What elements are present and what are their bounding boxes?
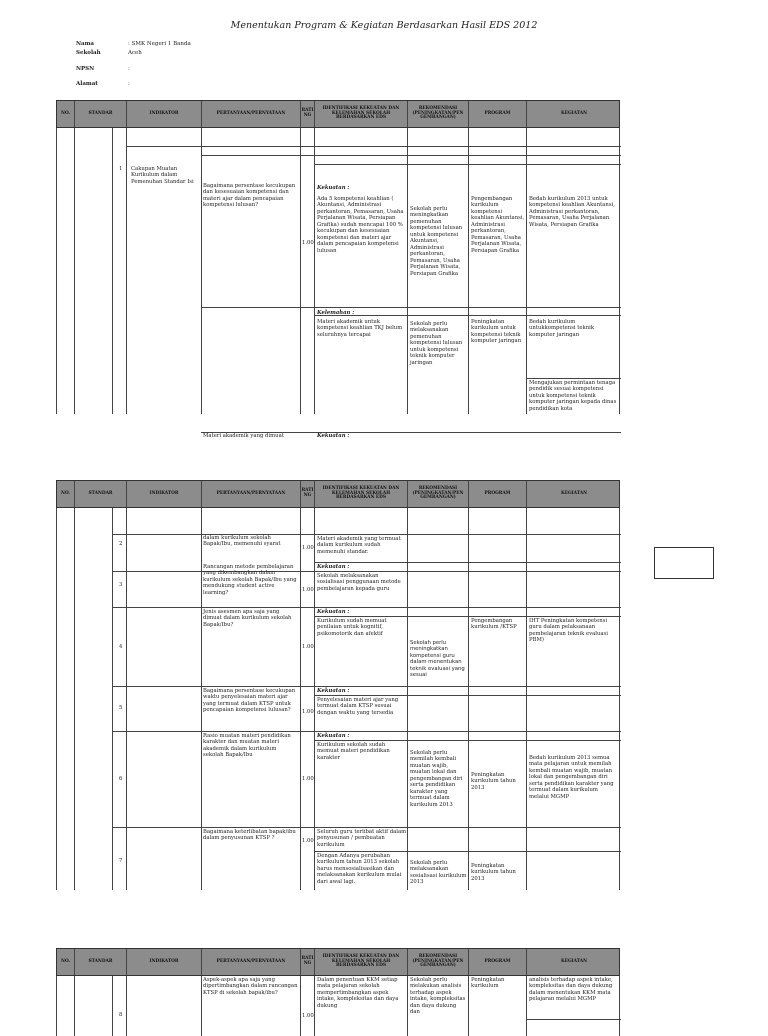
header-kegiatan: KEGIATAN	[560, 490, 587, 496]
row-rating: 1.00	[302, 776, 314, 782]
meta-npsn: NPSN :	[76, 66, 130, 72]
row-identifikasi: Sekolah melaksanakan sosialisasi penggunaan metode pembelajaran kepada guru	[317, 573, 401, 592]
row3-pertanyaan: Materi akademik yang dimuat	[203, 433, 284, 439]
row-kegiatan: analisis terhadap aspek intake, kompleksitas dan daya dukung dalam menentukan KKM mata pelajaran melalui MGMP	[529, 977, 613, 1003]
row1-rekomendasi: Sekolah perlu meningkatkan pemenuhan kompetensi lulusan untuk kompetensi Akuntansi, Administrasi perkantoran, Pemasaran, Usaha Perjalanan Wisata, Persiapan Grafika	[410, 206, 463, 277]
row2-identifikasi: Materi akademik untuk kompetensi keahlian TKJ belum seluruhnya tercapai	[317, 319, 403, 338]
row-identifikasi: Kurikulum sudah memuat penilaian untuk kognitif, psikomotorik dan afektif	[317, 618, 387, 637]
header-rekomendasi: REKOMENDASI (PENINGKATAN/PEN GEMBANGAN)	[408, 481, 469, 507]
row-rating: 1.00	[302, 838, 314, 844]
row-number: 2	[119, 541, 123, 547]
row-rating: 1.00	[302, 644, 314, 650]
header-identifikasi: IDENTIFIKASI KEKUATAN DAN KELEMAHAN SEKOLAH BERDASARKAN EDS	[315, 101, 408, 127]
row2-kegiatan: Bedah kurikulum untukkompetensi teknik komputer jaringan	[529, 319, 595, 338]
row-kekuatan-label: Kekuatan :	[317, 564, 350, 570]
header-pertanyaan: PERTANYAAN/PERNYATAAN	[202, 481, 301, 507]
table-page-1	[56, 100, 620, 439]
row-kegiatan: Bedah kurikulum 2013 semua mata pelajaran untuk memilah kembali muatan wajib, muatan lokal dan pengembangan diri serta pendidikan karakter yang termuat dalam kurikulum melalui MGMP	[529, 755, 614, 800]
row-rating: 1.00	[302, 545, 314, 551]
row1-rating: 1.00	[302, 240, 314, 246]
table-body	[56, 128, 620, 439]
row-number: 6	[119, 776, 123, 782]
row3-kekuatan-label: Kekuatan :	[317, 433, 350, 439]
row-kekuatan-label: Kekuatan :	[317, 733, 350, 739]
row-program: Pengembangan kurikulum /KTSP	[471, 618, 517, 631]
row-rekomendasi: Sekolah perlu memilah kembali muatan wajib, muatan lokal dan pengembangan diri serta pendidikan karakter yang termuat dalam kurikulum 2013	[410, 750, 463, 808]
row-rekomendasi: Sekolah perlu meningkatkan kompetensi guru dalam menentukan teknik evaluasi yang sesuai	[410, 640, 465, 679]
row1-pertanyaan: Bagaimana persentase kecukupan dan kesesuaian kompetensi dan materi ajar dalam pencapaian kompetensi lulusan?	[203, 183, 296, 209]
row-rating: 1.00	[302, 709, 314, 715]
row-pertanyaan: Rancangan metode pembelajaran yang dikembangkan dalam kurikulum sekolah Bapak/Ibu yang mendukung student active learning?	[203, 564, 297, 596]
row-rating: 1.00	[302, 587, 314, 593]
table-header	[56, 948, 620, 976]
header-pertanyaan: PERTANYAAN/PERNYATAAN	[202, 101, 301, 127]
row-pertanyaan: Aspek-aspek apa saja yang dipertimbangkan dalam rancangan KTSP di sekolah bapak/ibu?	[203, 977, 298, 996]
meta-nama: Nama : SMK Negeri 1 Banda	[76, 41, 191, 47]
header-rating: RATI NG	[301, 949, 315, 975]
table-body	[56, 976, 620, 1036]
row-program: Peningkatan kurikulum tahun 2013	[471, 863, 516, 882]
header-kegiatan: KEGIATAN	[560, 958, 587, 964]
header-indikator: INDIKATOR	[127, 949, 202, 975]
header-identifikasi: IDENTIFIKASI KEKUATAN DAN KELEMAHAN SEKOLAH BERDASARKAN EDS	[315, 949, 408, 975]
row-identifikasi: Seluruh guru terlibat aktif dalam penyusunan / pembuatan kurikulum	[317, 829, 407, 848]
row-rekomendasi: Sekolah perlu melakukan analisis terhadap aspek intake, kompleksitas dan daya dukung dan	[410, 977, 466, 1016]
row2-kegiatan-2: Mengajukan permintaan tenaga pendidik sesuai kompetensi untuk kompetensi teknik komputer jaringan kepada dinas pendidikan kota	[529, 380, 617, 412]
header-standar: STANDAR	[75, 101, 127, 127]
row-identifikasi-2: Dengan Adanya perubahan kurikulum tahun 2013 sekolah harus mensosialisasikan dan melaksanakan kurikulum mulai dari awal lagi.	[317, 853, 402, 885]
table-header	[56, 480, 620, 508]
row2-program: Peningkatan kurikulum untuk kompetensi teknik komputer jaringan	[471, 319, 522, 345]
meta-sekolah: Sekolah Aceh	[76, 50, 142, 56]
row-number: 8	[119, 1012, 123, 1018]
row-kekuatan-label: Kekuatan :	[317, 688, 350, 694]
row2-kelemahan-label: Kelemahan :	[317, 310, 355, 316]
row-identifikasi: Kurikulum sekolah sudah memuat materi pendidikan karakter	[317, 742, 390, 761]
indikator-number: 1	[119, 166, 123, 172]
page-title: Menentukan Program & Kegiatan Berdasarkan Hasil EDS 2012	[230, 20, 538, 31]
header-indikator: INDIKATOR	[127, 101, 202, 127]
header-no: NO.	[57, 101, 75, 127]
row-number: 7	[119, 858, 123, 864]
row-pertanyaan: Jenis asesmen apa saja yang dimuat dalam kurikulum sekolah Bapak/Ibu?	[203, 609, 292, 628]
row-kekuatan-label: Kekuatan :	[317, 609, 350, 615]
row1-kekuatan-label: Kekuatan :	[317, 185, 350, 191]
header-identifikasi: IDENTIFIKASI KEKUATAN DAN KELEMAHAN SEKOLAH BERDASARKAN EDS	[315, 481, 408, 507]
row-number: 4	[119, 644, 123, 650]
header-program: PROGRAM	[469, 101, 527, 127]
row-number: 3	[119, 582, 123, 588]
row-pertanyaan: dalam kurikulum sekolah Bapak/Ibu, memenuhi syarat	[203, 535, 281, 548]
empty-box	[654, 547, 714, 579]
meta-alamat: Alamat :	[76, 81, 130, 87]
row-identifikasi: Materi akademik yang termuat dalam kurikulum sudah memenuhi standar.	[317, 536, 401, 555]
row-identifikasi: Dalam penentuan KKM setiap mata pelajaran sekolah mempertimbangkan aspek intake, kompleksitas dan daya dukung	[317, 977, 399, 1009]
header-rekomendasi: REKOMENDASI (PENINGKATAN/PEN GEMBANGAN)	[408, 949, 469, 975]
indikator-text: Cakupan Muatan Kurikulum dalam Pemenuhan Standar Isi	[131, 166, 194, 185]
row-kegiatan: IHT Peningkatan kompetensi guru dalam pelaksanaan pembelajaran teknik evaluasi PBM)	[529, 618, 608, 644]
row-program: Peningkatan kurikulum	[471, 977, 505, 990]
table-page-3	[56, 948, 620, 1036]
row-program: Peningkatan kurikulum tahun 2013	[471, 772, 516, 791]
header-no: NO.	[57, 949, 75, 975]
row1-identifikasi: Ada 5 kompetensi keahlian ( Akuntansi, Administrasi perkantoran, Pemasaran, Usaha Perjalanan Wisata, Persiapan Grafika) sudah mencapai 100 % kecukupan dan kesesuaian kompetensi dan materi ajar dalam pencapaian kompetensi lulusan	[317, 196, 404, 254]
row-rating: 1.00	[302, 1013, 314, 1019]
row-identifikasi: Penyelesaian materi ajar yang termuat dalam KTSP sesuai dengan waktu yang tersedia	[317, 697, 399, 716]
row1-kegiatan: Bedah kurikulum 2013 untuk kompetensi keahlian Akuntansi, Administrasi perkantoran, Pemasaran, Usaha Perjalanan Wisata, Persiapan Grafika	[529, 196, 615, 228]
header-rekomendasi: REKOMENDASI (PENINGKATAN/PEN GEMBANGAN)	[408, 101, 469, 127]
row-number: 5	[119, 705, 123, 711]
header-kegiatan: KEGIATAN	[560, 110, 587, 116]
row1-program: Pengembangan kurikulum kompetensi keahlian Akuntansi, Administrasi perkantoran, Pemasaran, Usaha Perjalanan Wisata, Persiapan Grafika	[471, 196, 525, 254]
table-body	[56, 508, 620, 890]
row-pertanyaan: Bagaimana persentase kecukupan waktu penyelesaian materi ajar yang termuat dalam KTSP untuk pencapaian kompetensi lulusan?	[203, 688, 296, 714]
row-pertanyaan: Bagaimana keterlibatan bapak/ibu dalam penyusunan KTSP ?	[203, 829, 296, 842]
header-rating: RATI NG	[301, 481, 315, 507]
table-page-2	[56, 480, 620, 890]
header-rating: RATI NG	[301, 101, 315, 127]
header-program: PROGRAM	[469, 481, 527, 507]
header-indikator: INDIKATOR	[127, 481, 202, 507]
header-pertanyaan: PERTANYAAN/PERNYATAAN	[202, 949, 301, 975]
table-header	[56, 100, 620, 128]
header-program: PROGRAM	[469, 949, 527, 975]
header-standar: STANDAR	[75, 949, 127, 975]
header-no: NO.	[57, 481, 75, 507]
row-pertanyaan: Rasio muatan materi pendidikan karakter dan muatan materi akademik dalam kurikulum sekolah Bapak/Ibu	[203, 733, 291, 759]
row-rekomendasi: Sekolah perlu melaksanakan sosialisasi kurikulum 2013	[410, 860, 467, 886]
header-standar: STANDAR	[75, 481, 127, 507]
row2-rekomendasi: Sekolah perlu melaksanakan pemenuhan kompetensi lulusan untuk kompetensi teknik komputer jaringan	[410, 321, 463, 366]
